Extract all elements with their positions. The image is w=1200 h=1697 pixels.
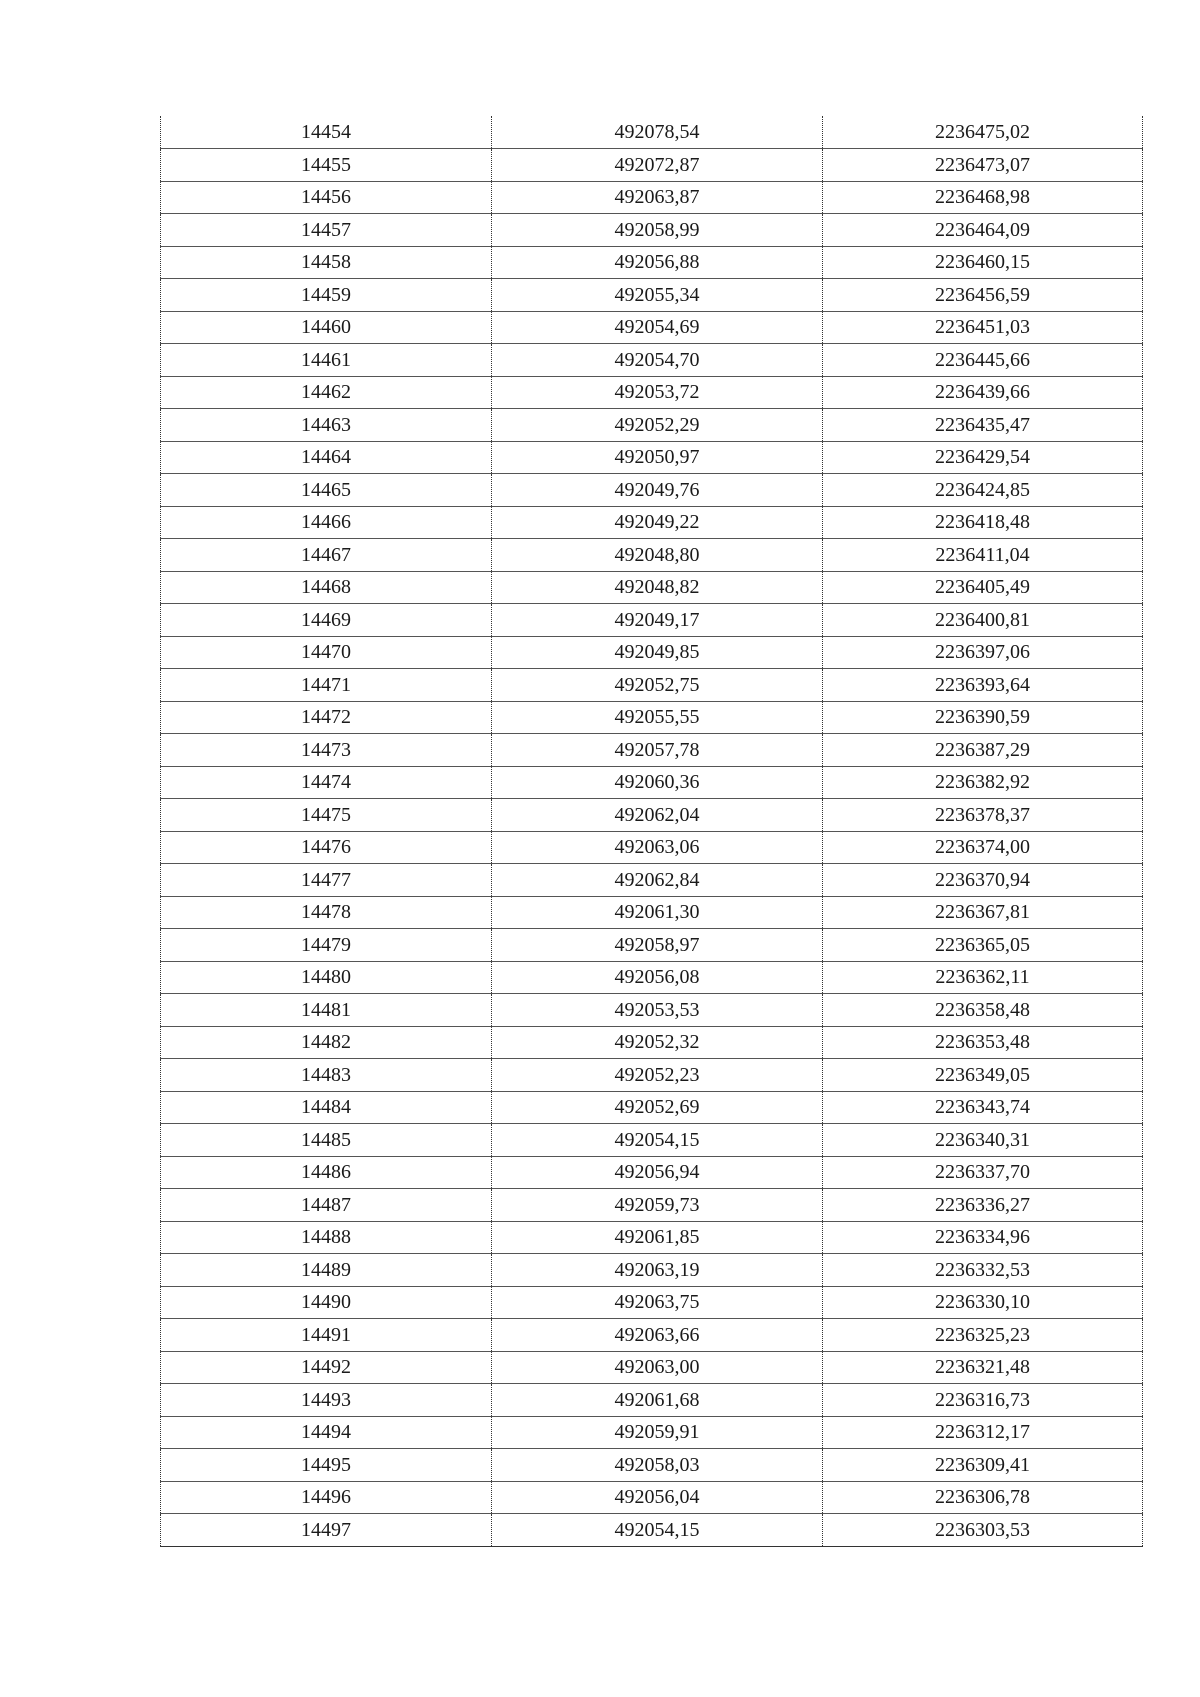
y-coordinate-cell: 2236343,74: [823, 1091, 1143, 1124]
table-row: [161, 506, 1143, 539]
x-coordinate-cell: 492059,91: [492, 1416, 823, 1449]
point-number-cell: 14467: [161, 539, 492, 572]
point-number-cell: 14473: [161, 734, 492, 767]
coordinates-table: [160, 116, 1143, 1547]
y-coordinate-cell: 2236439,66: [823, 376, 1143, 409]
table-row: [161, 344, 1143, 377]
point-number-cell: 14456: [161, 181, 492, 214]
point-number-cell: 14492: [161, 1351, 492, 1384]
table-row: [161, 1059, 1143, 1092]
point-number-cell: 14488: [161, 1221, 492, 1254]
table-row: [161, 799, 1143, 832]
table-row: [161, 994, 1143, 1027]
table-row: [161, 929, 1143, 962]
x-coordinate-cell: 492063,19: [492, 1254, 823, 1287]
x-coordinate-cell: 492049,85: [492, 636, 823, 669]
x-coordinate-cell: 492063,66: [492, 1319, 823, 1352]
point-number-cell: 14466: [161, 506, 492, 539]
y-coordinate-cell: 2236337,70: [823, 1156, 1143, 1189]
y-coordinate-cell: 2236362,11: [823, 961, 1143, 994]
x-coordinate-cell: 492052,23: [492, 1059, 823, 1092]
point-number-cell: 14455: [161, 149, 492, 182]
point-number-cell: 14454: [161, 116, 492, 149]
table-row: [161, 1189, 1143, 1222]
point-number-cell: 14485: [161, 1124, 492, 1157]
x-coordinate-cell: 492058,03: [492, 1449, 823, 1482]
table-row: [161, 961, 1143, 994]
point-number-cell: 14464: [161, 441, 492, 474]
table-row: [161, 1091, 1143, 1124]
x-coordinate-cell: 492054,15: [492, 1124, 823, 1157]
y-coordinate-cell: 2236358,48: [823, 994, 1143, 1027]
x-coordinate-cell: 492052,75: [492, 669, 823, 702]
table-row: [161, 1286, 1143, 1319]
table-row: [161, 831, 1143, 864]
y-coordinate-cell: 2236332,53: [823, 1254, 1143, 1287]
y-coordinate-cell: 2236340,31: [823, 1124, 1143, 1157]
y-coordinate-cell: 2236349,05: [823, 1059, 1143, 1092]
table-row: [161, 214, 1143, 247]
y-coordinate-cell: 2236456,59: [823, 279, 1143, 312]
point-number-cell: 14484: [161, 1091, 492, 1124]
y-coordinate-cell: 2236464,09: [823, 214, 1143, 247]
y-coordinate-cell: 2236321,48: [823, 1351, 1143, 1384]
table-row: [161, 441, 1143, 474]
y-coordinate-cell: 2236325,23: [823, 1319, 1143, 1352]
table-row: [161, 1156, 1143, 1189]
y-coordinate-cell: 2236374,00: [823, 831, 1143, 864]
point-number-cell: 14465: [161, 474, 492, 507]
point-number-cell: 14457: [161, 214, 492, 247]
y-coordinate-cell: 2236390,59: [823, 701, 1143, 734]
x-coordinate-cell: 492049,22: [492, 506, 823, 539]
x-coordinate-cell: 492056,04: [492, 1481, 823, 1514]
y-coordinate-cell: 2236367,81: [823, 896, 1143, 929]
point-number-cell: 14460: [161, 311, 492, 344]
x-coordinate-cell: 492054,70: [492, 344, 823, 377]
point-number-cell: 14477: [161, 864, 492, 897]
y-coordinate-cell: 2236460,15: [823, 246, 1143, 279]
x-coordinate-cell: 492050,97: [492, 441, 823, 474]
point-number-cell: 14495: [161, 1449, 492, 1482]
table-row: [161, 1351, 1143, 1384]
y-coordinate-cell: 2236418,48: [823, 506, 1143, 539]
point-number-cell: 14497: [161, 1514, 492, 1547]
table-row: [161, 604, 1143, 637]
y-coordinate-cell: 2236400,81: [823, 604, 1143, 637]
y-coordinate-cell: 2236336,27: [823, 1189, 1143, 1222]
point-number-cell: 14462: [161, 376, 492, 409]
y-coordinate-cell: 2236435,47: [823, 409, 1143, 442]
table-row: [161, 1319, 1143, 1352]
point-number-cell: 14486: [161, 1156, 492, 1189]
point-number-cell: 14490: [161, 1286, 492, 1319]
point-number-cell: 14493: [161, 1384, 492, 1417]
point-number-cell: 14481: [161, 994, 492, 1027]
table-row: [161, 246, 1143, 279]
x-coordinate-cell: 492053,72: [492, 376, 823, 409]
y-coordinate-cell: 2236468,98: [823, 181, 1143, 214]
table-row: [161, 116, 1143, 149]
point-number-cell: 14487: [161, 1189, 492, 1222]
table-row: [161, 734, 1143, 767]
y-coordinate-cell: 2236405,49: [823, 571, 1143, 604]
table-row: [161, 1481, 1143, 1514]
table-row: [161, 149, 1143, 182]
y-coordinate-cell: 2236393,64: [823, 669, 1143, 702]
y-coordinate-cell: 2236382,92: [823, 766, 1143, 799]
x-coordinate-cell: 492063,00: [492, 1351, 823, 1384]
point-number-cell: 14476: [161, 831, 492, 864]
table-row: [161, 571, 1143, 604]
y-coordinate-cell: 2236424,85: [823, 474, 1143, 507]
x-coordinate-cell: 492059,73: [492, 1189, 823, 1222]
table-row: [161, 701, 1143, 734]
table-row: [161, 1384, 1143, 1417]
x-coordinate-cell: 492072,87: [492, 149, 823, 182]
table-row: [161, 181, 1143, 214]
x-coordinate-cell: 492078,54: [492, 116, 823, 149]
x-coordinate-cell: 492048,80: [492, 539, 823, 572]
table-row: [161, 1254, 1143, 1287]
point-number-cell: 14482: [161, 1026, 492, 1059]
y-coordinate-cell: 2236475,02: [823, 116, 1143, 149]
y-coordinate-cell: 2236316,73: [823, 1384, 1143, 1417]
table-row: [161, 766, 1143, 799]
x-coordinate-cell: 492049,76: [492, 474, 823, 507]
table-row: [161, 1514, 1143, 1547]
x-coordinate-cell: 492049,17: [492, 604, 823, 637]
point-number-cell: 14494: [161, 1416, 492, 1449]
table-row: [161, 376, 1143, 409]
table-row: [161, 311, 1143, 344]
point-number-cell: 14468: [161, 571, 492, 604]
y-coordinate-cell: 2236387,29: [823, 734, 1143, 767]
point-number-cell: 14479: [161, 929, 492, 962]
y-coordinate-cell: 2236306,78: [823, 1481, 1143, 1514]
point-number-cell: 14470: [161, 636, 492, 669]
table-row: [161, 409, 1143, 442]
point-number-cell: 14483: [161, 1059, 492, 1092]
y-coordinate-cell: 2236451,03: [823, 311, 1143, 344]
point-number-cell: 14461: [161, 344, 492, 377]
y-coordinate-cell: 2236365,05: [823, 929, 1143, 962]
x-coordinate-cell: 492055,55: [492, 701, 823, 734]
x-coordinate-cell: 492056,94: [492, 1156, 823, 1189]
x-coordinate-cell: 492056,88: [492, 246, 823, 279]
table-row: [161, 864, 1143, 897]
point-number-cell: 14478: [161, 896, 492, 929]
point-number-cell: 14480: [161, 961, 492, 994]
table-row: [161, 1124, 1143, 1157]
x-coordinate-cell: 492060,36: [492, 766, 823, 799]
point-number-cell: 14491: [161, 1319, 492, 1352]
table-row: [161, 1221, 1143, 1254]
table-row: [161, 1026, 1143, 1059]
y-coordinate-cell: 2236303,53: [823, 1514, 1143, 1547]
x-coordinate-cell: 492053,53: [492, 994, 823, 1027]
y-coordinate-cell: 2236312,17: [823, 1416, 1143, 1449]
x-coordinate-cell: 492057,78: [492, 734, 823, 767]
table-row: [161, 636, 1143, 669]
point-number-cell: 14475: [161, 799, 492, 832]
x-coordinate-cell: 492054,15: [492, 1514, 823, 1547]
point-number-cell: 14496: [161, 1481, 492, 1514]
y-coordinate-cell: 2236309,41: [823, 1449, 1143, 1482]
y-coordinate-cell: 2236353,48: [823, 1026, 1143, 1059]
y-coordinate-cell: 2236334,96: [823, 1221, 1143, 1254]
x-coordinate-cell: 492061,68: [492, 1384, 823, 1417]
y-coordinate-cell: 2236397,06: [823, 636, 1143, 669]
table-row: [161, 279, 1143, 312]
y-coordinate-cell: 2236473,07: [823, 149, 1143, 182]
y-coordinate-cell: 2236370,94: [823, 864, 1143, 897]
x-coordinate-cell: 492058,97: [492, 929, 823, 962]
point-number-cell: 14463: [161, 409, 492, 442]
x-coordinate-cell: 492048,82: [492, 571, 823, 604]
table-row: [161, 669, 1143, 702]
x-coordinate-cell: 492052,29: [492, 409, 823, 442]
point-number-cell: 14458: [161, 246, 492, 279]
x-coordinate-cell: 492062,84: [492, 864, 823, 897]
x-coordinate-cell: 492063,87: [492, 181, 823, 214]
point-number-cell: 14459: [161, 279, 492, 312]
x-coordinate-cell: 492054,69: [492, 311, 823, 344]
point-number-cell: 14472: [161, 701, 492, 734]
y-coordinate-cell: 2236378,37: [823, 799, 1143, 832]
x-coordinate-cell: 492063,75: [492, 1286, 823, 1319]
x-coordinate-cell: 492062,04: [492, 799, 823, 832]
x-coordinate-cell: 492061,85: [492, 1221, 823, 1254]
y-coordinate-cell: 2236330,10: [823, 1286, 1143, 1319]
point-number-cell: 14489: [161, 1254, 492, 1287]
y-coordinate-cell: 2236411,04: [823, 539, 1143, 572]
point-number-cell: 14474: [161, 766, 492, 799]
table-row: [161, 1449, 1143, 1482]
x-coordinate-cell: 492056,08: [492, 961, 823, 994]
x-coordinate-cell: 492063,06: [492, 831, 823, 864]
point-number-cell: 14469: [161, 604, 492, 637]
y-coordinate-cell: 2236429,54: [823, 441, 1143, 474]
x-coordinate-cell: 492058,99: [492, 214, 823, 247]
table-row: [161, 1416, 1143, 1449]
x-coordinate-cell: 492055,34: [492, 279, 823, 312]
x-coordinate-cell: 492061,30: [492, 896, 823, 929]
x-coordinate-cell: 492052,32: [492, 1026, 823, 1059]
table-row: [161, 896, 1143, 929]
coordinates-table-body: [161, 116, 1143, 1546]
table-row: [161, 474, 1143, 507]
table-row: [161, 539, 1143, 572]
x-coordinate-cell: 492052,69: [492, 1091, 823, 1124]
y-coordinate-cell: 2236445,66: [823, 344, 1143, 377]
point-number-cell: 14471: [161, 669, 492, 702]
